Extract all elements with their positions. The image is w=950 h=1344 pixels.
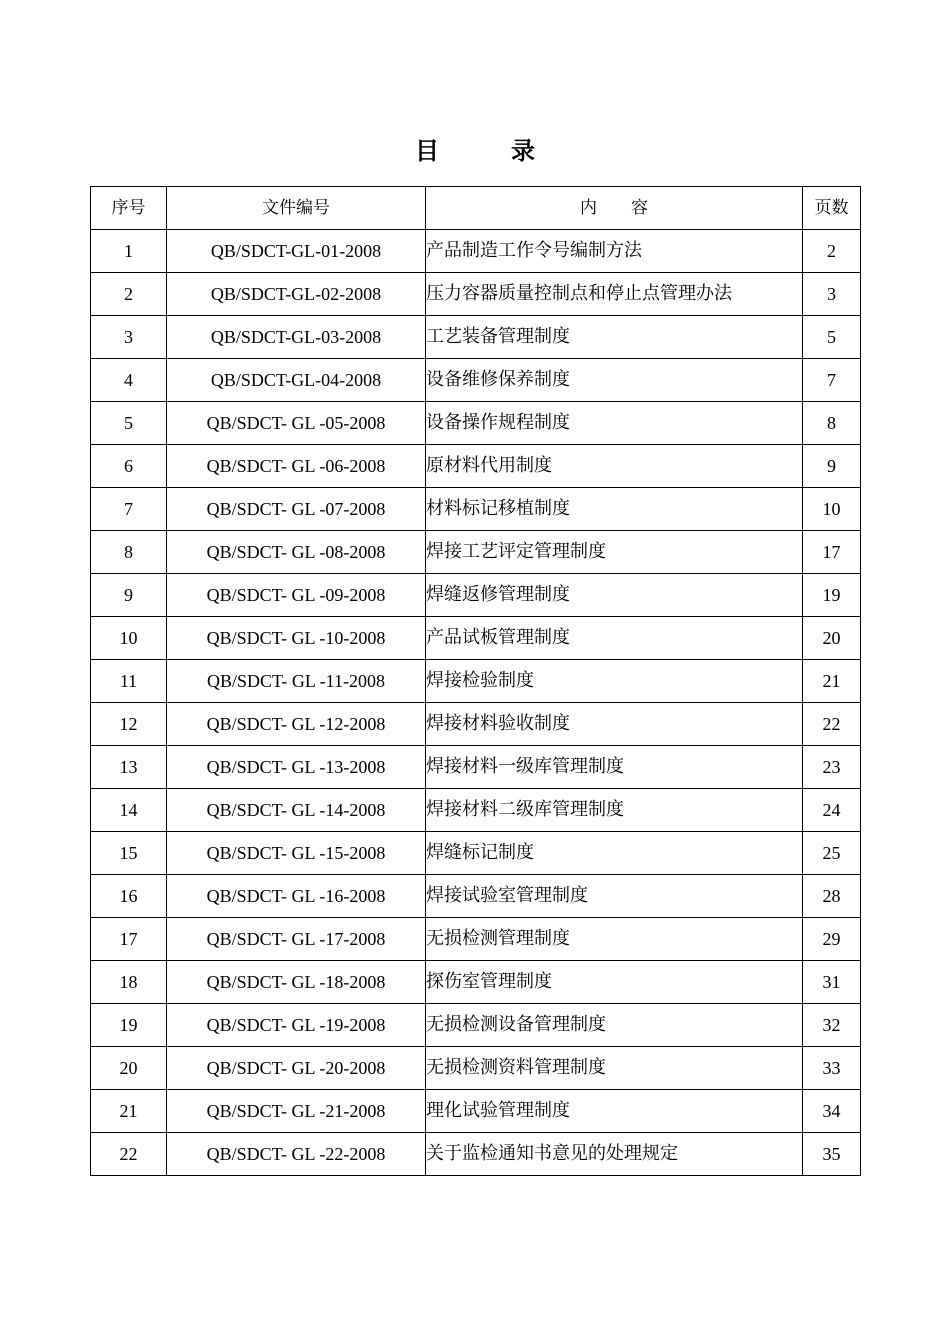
- cell-num: 16: [91, 875, 167, 918]
- cell-page: 19: [803, 574, 861, 617]
- cell-code: QB/SDCT-GL-04-2008: [167, 359, 426, 402]
- cell-page: 29: [803, 918, 861, 961]
- table-row: [91, 445, 861, 488]
- cell-num: 20: [91, 1047, 167, 1090]
- table-row: [91, 875, 861, 918]
- cell-code: QB/SDCT- GL -22-2008: [167, 1133, 426, 1176]
- cell-content: 焊缝返修管理制度: [426, 574, 803, 617]
- cell-num: 22: [91, 1133, 167, 1176]
- toc-header-row: [91, 187, 861, 230]
- cell-code: QB/SDCT- GL -09-2008: [167, 574, 426, 617]
- cell-page: 3: [803, 273, 861, 316]
- cell-num: 19: [91, 1004, 167, 1047]
- cell-num: 1: [91, 230, 167, 273]
- header-num: 序号: [91, 187, 167, 230]
- cell-code: QB/SDCT- GL -13-2008: [167, 746, 426, 789]
- cell-page: 10: [803, 488, 861, 531]
- cell-code: QB/SDCT- GL -18-2008: [167, 961, 426, 1004]
- table-row: [91, 789, 861, 832]
- cell-code: QB/SDCT- GL -11-2008: [167, 660, 426, 703]
- cell-content: 焊接材料验收制度: [426, 703, 803, 746]
- cell-num: 8: [91, 531, 167, 574]
- header-page: 页数: [803, 187, 861, 230]
- cell-content: 焊缝标记制度: [426, 832, 803, 875]
- cell-page: 33: [803, 1047, 861, 1090]
- table-row: [91, 574, 861, 617]
- cell-num: 2: [91, 273, 167, 316]
- table-row: [91, 230, 861, 273]
- table-row: [91, 617, 861, 660]
- cell-page: 24: [803, 789, 861, 832]
- cell-code: QB/SDCT- GL -21-2008: [167, 1090, 426, 1133]
- cell-content: 焊接材料二级库管理制度: [426, 789, 803, 832]
- cell-content: 焊接工艺评定管理制度: [426, 531, 803, 574]
- cell-code: QB/SDCT- GL -17-2008: [167, 918, 426, 961]
- cell-num: 14: [91, 789, 167, 832]
- cell-content: 无损检测资料管理制度: [426, 1047, 803, 1090]
- cell-content: 焊接检验制度: [426, 660, 803, 703]
- table-row: [91, 961, 861, 1004]
- cell-code: QB/SDCT- GL -05-2008: [167, 402, 426, 445]
- table-row: [91, 402, 861, 445]
- cell-content: 产品制造工作令号编制方法: [426, 230, 803, 273]
- cell-num: 7: [91, 488, 167, 531]
- cell-page: 28: [803, 875, 861, 918]
- cell-page: 35: [803, 1133, 861, 1176]
- cell-code: QB/SDCT- GL -20-2008: [167, 1047, 426, 1090]
- table-row: [91, 531, 861, 574]
- page-title: [0, 134, 950, 168]
- cell-page: 22: [803, 703, 861, 746]
- cell-page: 8: [803, 402, 861, 445]
- cell-code: QB/SDCT- GL -06-2008: [167, 445, 426, 488]
- toc-body: [91, 230, 861, 1176]
- cell-page: 21: [803, 660, 861, 703]
- table-row: [91, 832, 861, 875]
- header-content: 内 容: [426, 187, 803, 230]
- cell-code: QB/SDCT-GL-03-2008: [167, 316, 426, 359]
- table-row: [91, 273, 861, 316]
- cell-num: 13: [91, 746, 167, 789]
- cell-num: 18: [91, 961, 167, 1004]
- cell-content: 设备操作规程制度: [426, 402, 803, 445]
- cell-content: 压力容器质量控制点和停止点管理办法: [426, 273, 803, 316]
- cell-page: 9: [803, 445, 861, 488]
- cell-num: 10: [91, 617, 167, 660]
- cell-page: 5: [803, 316, 861, 359]
- cell-content: 焊接材料一级库管理制度: [426, 746, 803, 789]
- table-row: [91, 488, 861, 531]
- cell-content: 无损检测设备管理制度: [426, 1004, 803, 1047]
- table-row: [91, 316, 861, 359]
- table-row: [91, 703, 861, 746]
- header-code: 文件编号: [167, 187, 426, 230]
- table-row: [91, 1004, 861, 1047]
- cell-code: QB/SDCT- GL -12-2008: [167, 703, 426, 746]
- cell-page: 31: [803, 961, 861, 1004]
- cell-num: 4: [91, 359, 167, 402]
- cell-content: 探伤室管理制度: [426, 961, 803, 1004]
- cell-content: 原材料代用制度: [426, 445, 803, 488]
- title-char-right: 录: [511, 136, 535, 165]
- cell-num: 17: [91, 918, 167, 961]
- title-char-left: 目: [415, 136, 439, 165]
- cell-page: 7: [803, 359, 861, 402]
- table-row: [91, 660, 861, 703]
- cell-code: QB/SDCT- GL -16-2008: [167, 875, 426, 918]
- cell-content: 材料标记移植制度: [426, 488, 803, 531]
- cell-page: 34: [803, 1090, 861, 1133]
- table-row: [91, 1133, 861, 1176]
- cell-num: 12: [91, 703, 167, 746]
- cell-num: 5: [91, 402, 167, 445]
- cell-page: 17: [803, 531, 861, 574]
- cell-code: QB/SDCT- GL -10-2008: [167, 617, 426, 660]
- cell-num: 11: [91, 660, 167, 703]
- cell-num: 6: [91, 445, 167, 488]
- cell-content: 理化试验管理制度: [426, 1090, 803, 1133]
- table-row: [91, 918, 861, 961]
- cell-code: QB/SDCT- GL -19-2008: [167, 1004, 426, 1047]
- cell-code: QB/SDCT- GL -15-2008: [167, 832, 426, 875]
- table-row: [91, 746, 861, 789]
- cell-code: QB/SDCT-GL-01-2008: [167, 230, 426, 273]
- cell-num: 21: [91, 1090, 167, 1133]
- cell-page: 2: [803, 230, 861, 273]
- cell-page: 32: [803, 1004, 861, 1047]
- cell-code: QB/SDCT- GL -14-2008: [167, 789, 426, 832]
- table-row: [91, 1047, 861, 1090]
- toc-table: [90, 186, 861, 1176]
- cell-content: 关于监检通知书意见的处理规定: [426, 1133, 803, 1176]
- cell-num: 3: [91, 316, 167, 359]
- cell-page: 20: [803, 617, 861, 660]
- table-row: [91, 1090, 861, 1133]
- cell-code: QB/SDCT- GL -07-2008: [167, 488, 426, 531]
- cell-page: 23: [803, 746, 861, 789]
- table-row: [91, 359, 861, 402]
- cell-page: 25: [803, 832, 861, 875]
- cell-content: 焊接试验室管理制度: [426, 875, 803, 918]
- cell-code: QB/SDCT-GL-02-2008: [167, 273, 426, 316]
- cell-content: 无损检测管理制度: [426, 918, 803, 961]
- cell-num: 9: [91, 574, 167, 617]
- cell-num: 15: [91, 832, 167, 875]
- cell-content: 工艺装备管理制度: [426, 316, 803, 359]
- cell-content: 设备维修保养制度: [426, 359, 803, 402]
- cell-code: QB/SDCT- GL -08-2008: [167, 531, 426, 574]
- cell-content: 产品试板管理制度: [426, 617, 803, 660]
